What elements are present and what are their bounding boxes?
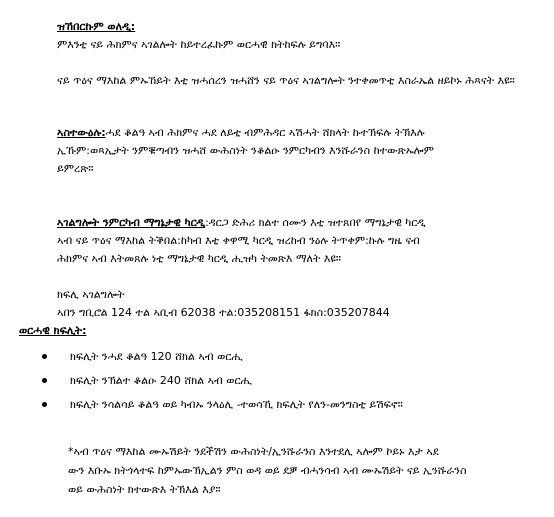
attention-line-3: ይምረጽ። bbox=[57, 162, 94, 175]
fees-note-para1: ምእንቲ ናይ ሕክምና ኣገልሎት ከይተረፈኩም ወርሓዊ ክትከፍሉ ይግባእ። bbox=[57, 38, 341, 51]
footnote-line-2: ውን እቡኡ ክትጎላተፍ ከምኡውኽኢልን ምስ ወዳ ወይ ደቓ ብሓንሳብ ኣብ ሙኡሽይት ናይ ኢንሹራንስ bbox=[68, 464, 467, 477]
attention-text-1: ሓደ ቆልዓ ኣብ ሕክምና ሓደ ለይቲ ብምሕዳር ኣሽሓት ሸክላት ኩተኽፍሉ ትኽእሉ bbox=[105, 126, 425, 139]
payment-office-address: ኣበን ግቢሮል 124 ተል ኣቢብ 62038 ተል:035208151 ፋክስ:035207844 bbox=[57, 306, 390, 319]
footnote-line-1: *ኣብ ጥዕና ማእከል ሙኡሽይት ንደችሽን ውሕስነት/ኢንሹራንስ እንተደሊ ኣሎም ኮይኑ እታ ኣደ bbox=[68, 445, 439, 458]
bullet-icon bbox=[42, 402, 47, 407]
payment-item-1: ክፍሊት ንሓደ ቆልዓ 120 ሸክል ኣብ ወርሒ bbox=[70, 350, 243, 363]
attention-line-1 bbox=[57, 124, 425, 141]
attention-label: ኣስተውዕሉ: bbox=[57, 126, 106, 139]
attention-line-2: ኢኹም:ወጻኢታት ንምቑጣብን ዝሓሸ ውሕስነት ንቆልዑ ንምርካብን እንሹራንስ ከተውጽኡሎም bbox=[57, 144, 434, 157]
card-line-3: ሕክምና ኣብ እትመጸሉ ነቲ ማግኔታዊ ካርዲ ሒዝካ ትመጽእ ማለት እዩ። bbox=[57, 252, 342, 265]
payment-item-2: ክፍሊት ንኽልተ ቆልዑ 240 ሸክል ኣብ ወርሒ bbox=[70, 374, 252, 387]
footnote-line-3: ወይ ውሕስነት ክተውጽእ ትኽእል እያ። bbox=[68, 483, 221, 496]
payment-office-title: ክፍሊ ኣገልግሎት bbox=[57, 288, 125, 301]
card-line-1 bbox=[57, 214, 426, 231]
fees-note-para2: ናይ ጥዕና ማእከል ምኡኸይት እቲ ዝሓሰረን ዝሓሸን ናይ ጥዕና ኣገልግሎት ንተቀመጥቲ እስራኤል ዘይኮኑ ሕጻናት እዩ። bbox=[57, 74, 515, 87]
payment-item-3: ክፍሊት ንሳልሳይ ቆልዓ ወይ ካብኡ ንላዕሊ -ተወሳኺ ክፍሊት የለን-መንግስቲ ይሽፍኖ። bbox=[70, 398, 403, 411]
monthly-payment-heading: ወርሓዊ ክፍሊት: bbox=[19, 324, 87, 337]
card-line-2: ኣብ ናይ ጥዕና ማእከል ትቕበል:ከካብ እቲ ቀዋሚ ካርዲ ዝረከብ ንዕሉ ትጥቀም:ኩሉ ግዜ ናብ bbox=[57, 234, 420, 247]
fees-note-heading: ዝኸበርኩም ወለዲ: bbox=[57, 20, 136, 33]
bullet-icon bbox=[42, 354, 47, 359]
card-line-1-rest: :ዳርጋ ድሕሪ ክልተ ሰሙን እቲ ዝተጸበየ ማግኔታዊ ካርዲ bbox=[205, 216, 426, 229]
bullet-icon bbox=[42, 378, 47, 383]
card-label: ኣገልግሎት ንምርካብ ማግኔታዊ ካርዲ bbox=[57, 216, 206, 229]
